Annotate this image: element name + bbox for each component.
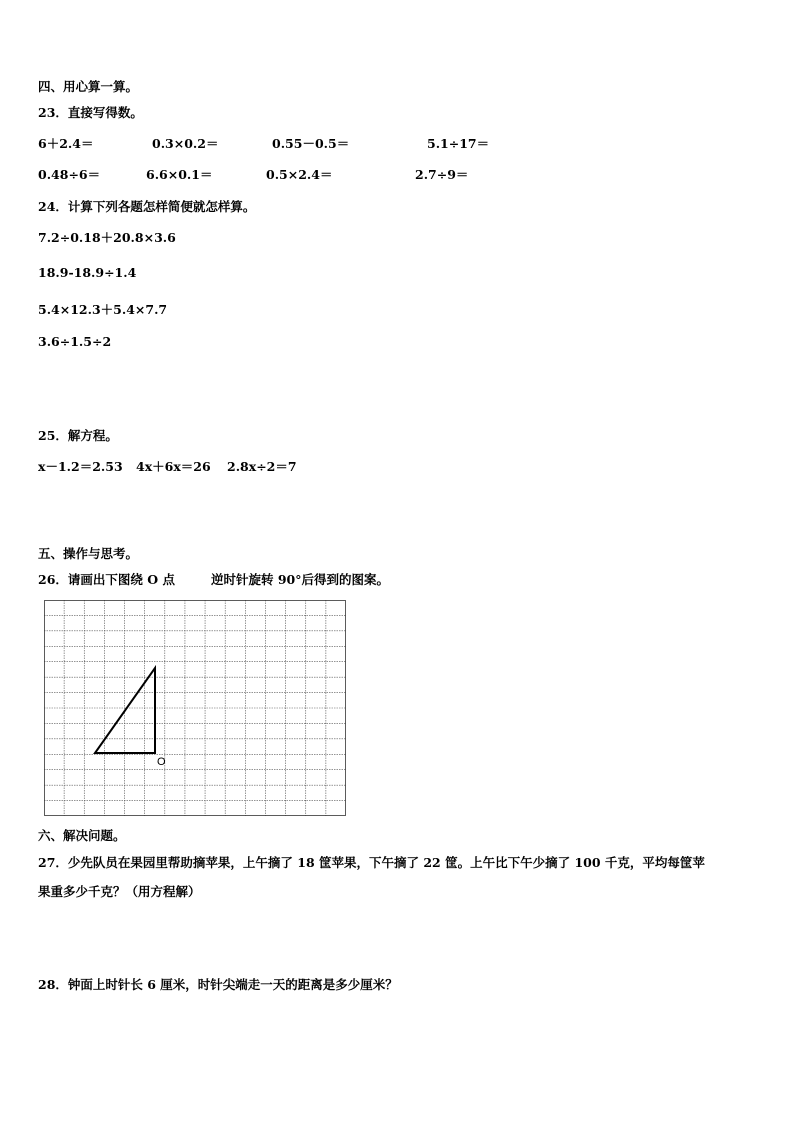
grid-lines (44, 600, 346, 816)
grid-svg (44, 600, 346, 816)
q23-title: 23．直接写得数。 (38, 105, 143, 120)
q24-item1: 7.2÷0.18＋20.8×3.6 (38, 230, 176, 245)
rotation-grid-figure (44, 600, 346, 816)
q24-title: 24．计算下列各题怎样简便就怎样算。 (38, 199, 256, 214)
q23-row1-item3: 0.55－0.5＝ (272, 136, 350, 151)
q26-title-part1: 26．请画出下图绕 O 点 (38, 572, 175, 587)
q23-row2-item4: 2.7÷9＝ (415, 167, 469, 182)
q26-title-part2: 逆时针旋转 90°后得到的图案。 (211, 572, 389, 587)
q24-item3: 5.4×12.3＋5.4×7.7 (38, 302, 168, 317)
right-triangle-shape (95, 668, 155, 753)
point-o-label: O (157, 756, 166, 768)
q24-item4: 3.6÷1.5÷2 (38, 334, 112, 349)
q23-row2-item2: 6.6×0.1＝ (146, 167, 213, 182)
q25-equation3: 2.8x÷2＝7 (227, 459, 297, 474)
q23-row2-item3: 0.5×2.4＝ (266, 167, 333, 182)
q27-line2: 果重多少千克？（用方程解） (38, 884, 201, 899)
q23-row1-item2: 0.3×0.2＝ (152, 136, 219, 151)
q23-row2-item1: 0.48÷6＝ (38, 167, 101, 182)
section-6-heading: 六、解决问题。 (38, 828, 126, 843)
q23-row1-item4: 5.1÷17＝ (427, 136, 490, 151)
q25-equation1: x－1.2＝2.53 (38, 459, 123, 474)
q27-line1: 27．少先队员在果园里帮助摘苹果，上午摘了 18 筐苹果，下午摘了 22 筐。上午比下午少摘了 100 千克，平均每筐苹 (38, 855, 705, 870)
section-4-heading: 四、用心算一算。 (38, 79, 139, 94)
q25-equation2: 4x＋6x＝26 (136, 459, 211, 474)
section-5-heading: 五、操作与思考。 (38, 546, 139, 561)
q28-text: 28．钟面上时针长 6 厘米，时针尖端走一天的距离是多少厘米？ (38, 977, 398, 992)
q25-title: 25．解方程。 (38, 428, 118, 443)
q24-item2: 18.9-18.9÷1.4 (38, 265, 137, 280)
q23-row1-item1: 6＋2.4＝ (38, 136, 94, 151)
